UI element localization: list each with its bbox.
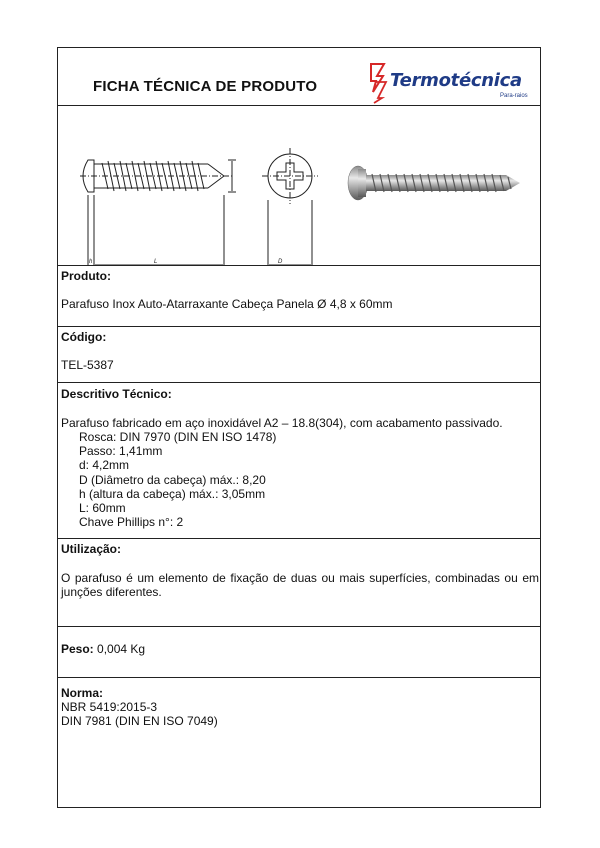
technical-specs — [79, 430, 276, 529]
divider — [58, 105, 540, 106]
screw-side-view-icon — [80, 160, 236, 265]
spec-item: Passo: 1,41mm — [79, 444, 163, 459]
technical-intro: Parafuso fabricado em aço inoxidável A2 – 18.8(304), com acabamento passivado. — [61, 416, 503, 430]
divider — [58, 382, 540, 383]
brand-name: Termotécnica — [390, 70, 522, 91]
technical-label: Descritivo Técnico: — [61, 387, 172, 401]
brand-subtitle: Para-raios — [500, 93, 528, 99]
usage-label: Utilização: — [61, 542, 122, 556]
spec-item: Chave Phillips n°: 2 — [79, 515, 184, 530]
weight-label: Peso: — [61, 642, 94, 656]
spec-item: D (Diâmetro da cabeça) máx.: 8,20 — [79, 472, 266, 487]
code-label: Código: — [61, 330, 107, 344]
divider — [58, 326, 540, 327]
spec-item: d: 4,2mm — [79, 458, 130, 473]
datasheet — [57, 47, 541, 808]
dim-label-l: L — [154, 259, 158, 265]
norm-item: NBR 5419:2015-3 — [61, 700, 158, 714]
screw-top-view-icon — [262, 148, 318, 265]
spec-item: Rosca: DIN 7970 (DIN EN ISO 1478) — [79, 430, 277, 444]
dim-label-d: D — [278, 259, 283, 265]
norm-label: Norma: — [61, 686, 104, 700]
dim-label-h: h — [89, 259, 93, 265]
code-value: TEL-5387 — [61, 358, 114, 372]
screw-drawing — [58, 120, 540, 265]
weight-row — [61, 642, 145, 656]
divider — [58, 265, 540, 266]
usage-value: O parafuso é um elemento de fixação de duas ou mais superfícies, combinadas ou em junções diferentes. — [61, 571, 539, 599]
norm-list — [61, 700, 218, 728]
brand-logo — [368, 62, 540, 104]
page-title: FICHA TÉCNICA DE PRODUTO — [93, 78, 318, 95]
weight-value: 0,004 Kg — [97, 642, 146, 656]
product-label: Produto: — [61, 269, 111, 283]
divider — [58, 677, 540, 678]
spec-item: h (altura da cabeça) máx.: 3,05mm — [79, 486, 266, 501]
divider — [58, 538, 540, 539]
lightning-icon — [368, 62, 390, 104]
screw-photo — [348, 166, 520, 200]
norm-item: DIN 7981 (DIN EN ISO 7049) — [61, 714, 218, 728]
divider — [58, 626, 540, 627]
spec-item: L: 60mm — [79, 500, 126, 515]
product-value: Parafuso Inox Auto-Atarraxante Cabeça Panela Ø 4,8 x 60mm — [61, 297, 393, 311]
